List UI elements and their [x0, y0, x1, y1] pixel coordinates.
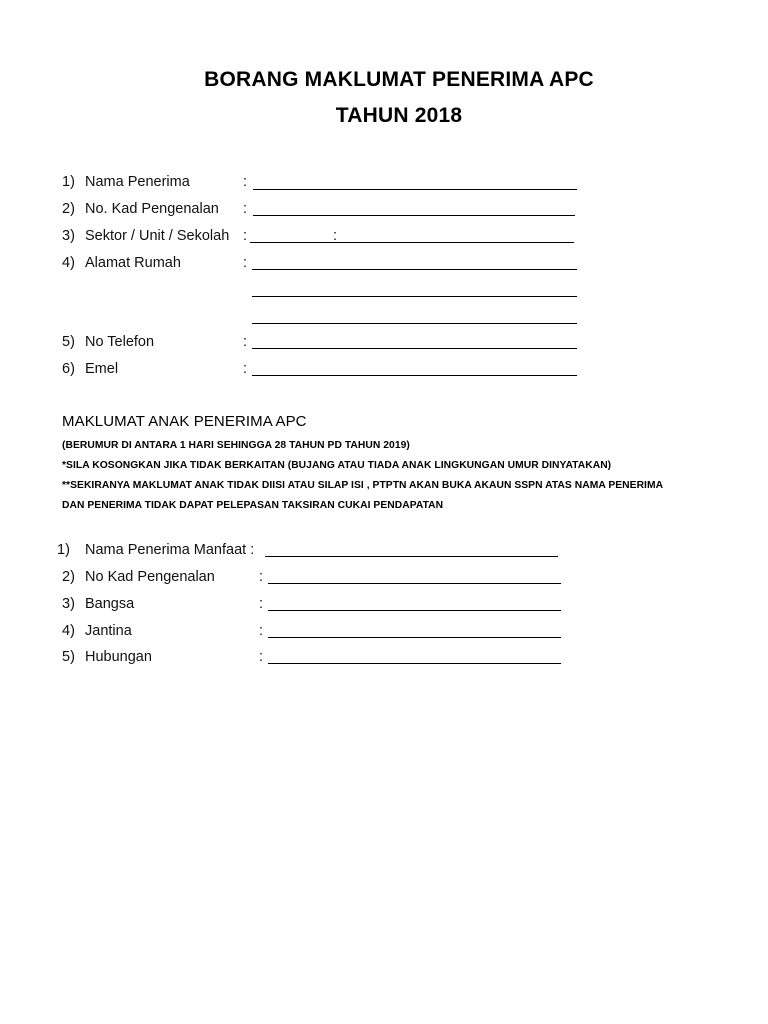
- field-label: Nama Penerima: [85, 174, 190, 190]
- input-line-nama-manfaat[interactable]: [265, 556, 558, 557]
- field-colon: :: [259, 623, 264, 639]
- input-line-child-no-kad[interactable]: [268, 583, 561, 584]
- input-line-nama-penerima[interactable]: [253, 189, 577, 190]
- field-colon: :: [243, 361, 248, 377]
- field-label: Emel: [85, 361, 119, 377]
- field-label: Bangsa: [85, 596, 135, 612]
- field-number: 6): [62, 361, 75, 377]
- field-number: 1): [57, 542, 70, 558]
- field-inner-colon: :: [333, 228, 338, 244]
- input-line-alamat-1[interactable]: [252, 269, 577, 270]
- section-note-warning: **SEKIRANYA MAKLUMAT ANAK TIDAK DIISI ATAU SILAP ISI , PTPTN AKAN BUKA AKAUN SSPN ATAS NAMA PENERIMA: [62, 480, 664, 491]
- field-label: No Kad Pengenalan: [85, 569, 215, 585]
- field-number: 2): [62, 569, 75, 585]
- field-no-telefon: [0, 334, 768, 356]
- child-field-no-kad: [0, 569, 768, 591]
- field-number: 4): [62, 255, 75, 271]
- field-alamat-rumah: [0, 255, 768, 277]
- field-number: 4): [62, 623, 75, 639]
- field-number: 5): [62, 649, 75, 665]
- field-label: No Telefon: [85, 334, 155, 350]
- field-colon: :: [243, 334, 248, 350]
- field-label: Jantina: [85, 623, 132, 639]
- field-colon: :: [243, 228, 248, 244]
- field-label: Nama Penerima Manfaat :: [85, 542, 255, 558]
- field-colon: :: [259, 649, 264, 665]
- field-emel: [0, 361, 768, 383]
- input-line-sektor[interactable]: [250, 242, 574, 243]
- field-label: No. Kad Pengenalan: [85, 201, 219, 217]
- section-heading: MAKLUMAT ANAK PENERIMA APC: [62, 413, 307, 430]
- field-label: Alamat Rumah: [85, 255, 181, 271]
- child-field-nama: [0, 542, 768, 564]
- field-number: 3): [62, 596, 75, 612]
- field-colon: :: [259, 596, 264, 612]
- field-no-kad-pengenalan: [0, 201, 768, 223]
- field-number: 3): [62, 228, 75, 244]
- field-nama-penerima: [0, 174, 768, 196]
- field-colon: :: [243, 201, 248, 217]
- form-year: TAHUN 2018: [335, 104, 463, 127]
- input-line-alamat-3[interactable]: [252, 323, 577, 324]
- input-line-hubungan[interactable]: [268, 663, 561, 664]
- field-colon: :: [243, 174, 248, 190]
- section-note-leave-blank: *SILA KOSONGKAN JIKA TIDAK BERKAITAN (BUJANG ATAU TIADA ANAK LINGKUNGAN UMUR DINYATAKAN): [62, 460, 612, 471]
- section-note-age: (BERUMUR DI ANTARA 1 HARI SEHINGGA 28 TAHUN PD TAHUN 2019): [62, 440, 410, 451]
- field-number: 2): [62, 201, 75, 217]
- input-line-jantina[interactable]: [268, 637, 561, 638]
- input-line-alamat-2[interactable]: [252, 296, 577, 297]
- child-field-hubungan: [0, 649, 768, 671]
- field-number: 5): [62, 334, 75, 350]
- input-line-no-telefon[interactable]: [252, 348, 577, 349]
- field-sektor-unit-sekolah: [0, 228, 768, 250]
- section-note-warning-cont: DAN PENERIMA TIDAK DAPAT PELEPASAN TAKSIRAN CUKAI PENDAPATAN: [62, 500, 444, 511]
- field-number: 1): [62, 174, 75, 190]
- field-label: Hubungan: [85, 649, 152, 665]
- input-line-emel[interactable]: [252, 375, 577, 376]
- field-colon: :: [259, 569, 264, 585]
- form-title: BORANG MAKLUMAT PENERIMA APC: [204, 68, 594, 91]
- field-colon: :: [243, 255, 248, 271]
- input-line-no-kad[interactable]: [253, 215, 575, 216]
- child-field-bangsa: [0, 596, 768, 618]
- child-field-jantina: [0, 623, 768, 645]
- field-label: Sektor / Unit / Sekolah: [85, 228, 230, 244]
- input-line-bangsa[interactable]: [268, 610, 561, 611]
